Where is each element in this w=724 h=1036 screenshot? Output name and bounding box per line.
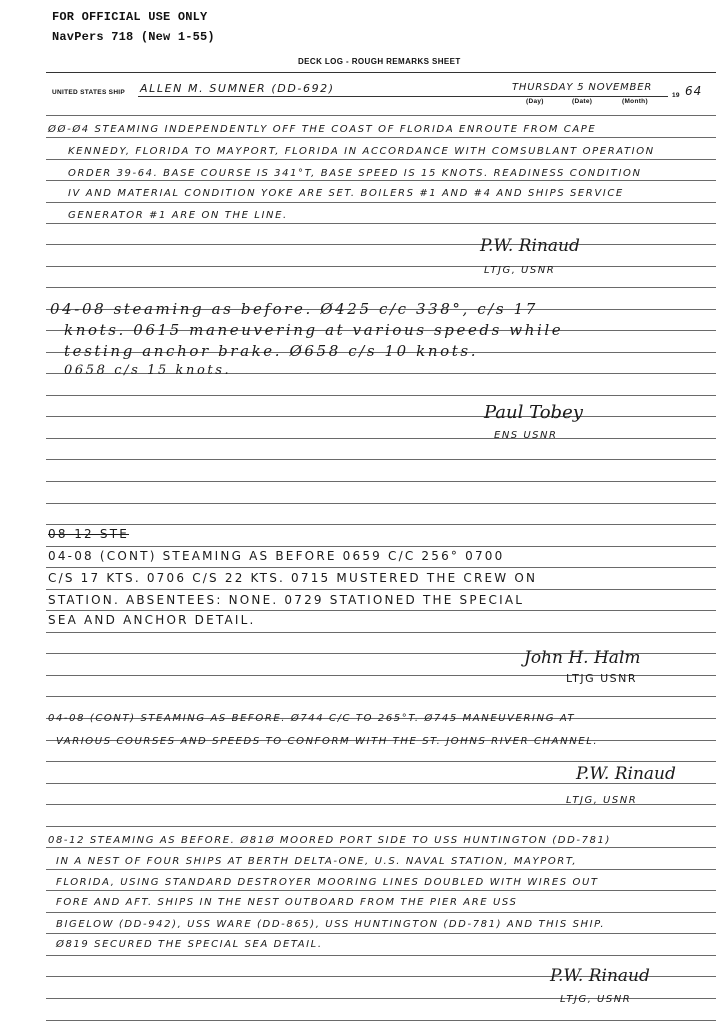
entry-line: Ø819 SECURED THE SPECIAL SEA DETAIL. <box>56 939 323 950</box>
officer-rank: LTJG, USNR <box>484 265 556 276</box>
day-label: (Day) <box>526 98 544 105</box>
entry-line: GENERATOR #1 ARE ON THE LINE. <box>68 210 288 221</box>
officer-rank: LTJG USNR <box>566 672 638 685</box>
officer-signature: Paul Tobey <box>484 402 583 423</box>
ruled-line <box>46 890 716 891</box>
entry-line: 08-12 STEAMING AS BEFORE. Ø81Ø MOORED PORT SIDE TO USS HUNTINGTON (DD-781) <box>48 835 611 846</box>
entry-line: SEA AND ANCHOR DETAIL. <box>48 613 256 627</box>
ruled-line <box>46 137 716 138</box>
ruled-line <box>46 395 716 396</box>
ruled-line <box>46 912 716 913</box>
officer-rank: ENS USNR <box>494 430 558 441</box>
ruled-line <box>46 223 716 224</box>
month-label: (Month) <box>622 98 648 105</box>
entry-line: BIGELOW (DD-942), USS WARE (DD-865), USS HUNTINGTON (DD-781) AND THIS SHIP. <box>56 919 606 930</box>
officer-signature: P.W. Rinaud <box>480 236 580 256</box>
ruled-line <box>46 1020 716 1021</box>
ruled-line <box>46 202 716 203</box>
entry-line: FORE AND AFT. SHIPS IN THE NEST OUTBOARD FROM THE PIER ARE USS <box>56 897 518 908</box>
entry-line: STATION. ABSENTEES: NONE. 0729 STATIONED THE SPECIAL <box>48 593 525 607</box>
entry-line: IV AND MATERIAL CONDITION YOKE ARE SET. BOILERS #1 AND #4 AND SHIPS SERVICE <box>68 188 624 199</box>
year-prefix: 19 <box>672 92 680 99</box>
entry-line: ØØ-Ø4 STEAMING INDEPENDENTLY OFF THE COAST OF FLORIDA ENROUTE FROM CAPE <box>48 124 597 135</box>
ruled-line <box>46 438 716 439</box>
officer-signature: P.W. Rinaud <box>576 764 676 784</box>
ruled-line <box>46 524 716 525</box>
ruled-line <box>46 696 716 697</box>
ruled-line <box>46 115 716 116</box>
ruled-line <box>46 869 716 870</box>
officer-rank: LTJG, USNR <box>566 795 638 806</box>
ruled-line <box>46 503 716 504</box>
form-number: NavPers 718 (New 1-55) <box>52 30 215 44</box>
ship-name-rule <box>138 96 510 97</box>
ruled-line <box>46 159 716 160</box>
date-label: (Date) <box>572 98 593 105</box>
ruled-line <box>46 589 716 590</box>
ruled-line <box>46 416 716 417</box>
ruled-line <box>46 955 716 956</box>
entry-line: FLORIDA, USING STANDARD DESTROYER MOORING LINES DOUBLED WITH WIRES OUT <box>56 877 599 888</box>
struck-entry-text: 08-12 STE <box>48 527 130 541</box>
header-rule <box>46 72 716 73</box>
year-value: 64 <box>685 84 703 98</box>
entry-line: ORDER 39-64. BASE COURSE IS 341°T, BASE SPEED IS 15 KNOTS. READINESS CONDITION <box>68 168 642 179</box>
ruled-line <box>46 567 716 568</box>
entry-line: IN A NEST OF FOUR SHIPS AT BERTH DELTA-ONE, U.S. NAVAL STATION, MAYPORT, <box>56 856 578 867</box>
ship-label: UNITED STATES SHIP <box>52 89 126 96</box>
ruled-line <box>46 546 716 547</box>
ship-name: ALLEN M. SUMNER (DD-692) <box>140 82 335 95</box>
classification-label: FOR OFFICIAL USE ONLY <box>52 10 208 24</box>
entry-line: testing anchor brake. Ø658 c/s 10 knots. <box>64 342 479 360</box>
entry-line: C/S 17 KTS. 0706 C/S 22 KTS. 0715 MUSTERED THE CREW ON <box>48 571 538 585</box>
officer-signature: John H. Halm <box>524 648 641 668</box>
entry-line: KENNEDY, FLORIDA TO MAYPORT, FLORIDA IN ACCORDANCE WITH COMSUBLANT OPERATION <box>68 146 655 157</box>
officer-rank: LTJG, USNR <box>560 994 632 1005</box>
ruled-line <box>46 266 716 267</box>
ruled-line <box>46 287 716 288</box>
ruled-line <box>46 180 716 181</box>
entry-line: 0658 c/s 15 knots. <box>64 363 232 378</box>
ruled-line <box>46 933 716 934</box>
sheet-title: DECK LOG - ROUGH REMARKS SHEET <box>298 57 461 66</box>
ruled-line <box>46 481 716 482</box>
ruled-line <box>46 459 716 460</box>
entry-line: knots. 0615 maneuvering at various speeds while <box>64 321 564 339</box>
ruled-line <box>46 632 716 633</box>
entry-line: VARIOUS COURSES AND SPEEDS TO CONFORM WITH THE ST. JOHNS RIVER CHANNEL. <box>56 736 599 747</box>
ruled-line <box>46 610 716 611</box>
ruled-line <box>46 244 716 245</box>
ruled-line <box>46 826 716 827</box>
entry-line: 04-08 (CONT) STEAMING AS BEFORE 0659 C/C 256° 0700 <box>48 549 505 563</box>
date-rule <box>508 96 668 97</box>
entry-line: 04-08 (CONT) STEAMING AS BEFORE. Ø744 C/C TO 265°T. Ø745 MANEUVERING AT <box>48 713 576 724</box>
ruled-line <box>46 847 716 848</box>
officer-signature: P.W. Rinaud <box>550 966 650 986</box>
ruled-line <box>46 761 716 762</box>
entry-line: 04-08 steaming as before. Ø425 c/c 338°, c/s 17 <box>50 300 538 318</box>
log-date: THURSDAY 5 NOVEMBER <box>512 82 653 93</box>
